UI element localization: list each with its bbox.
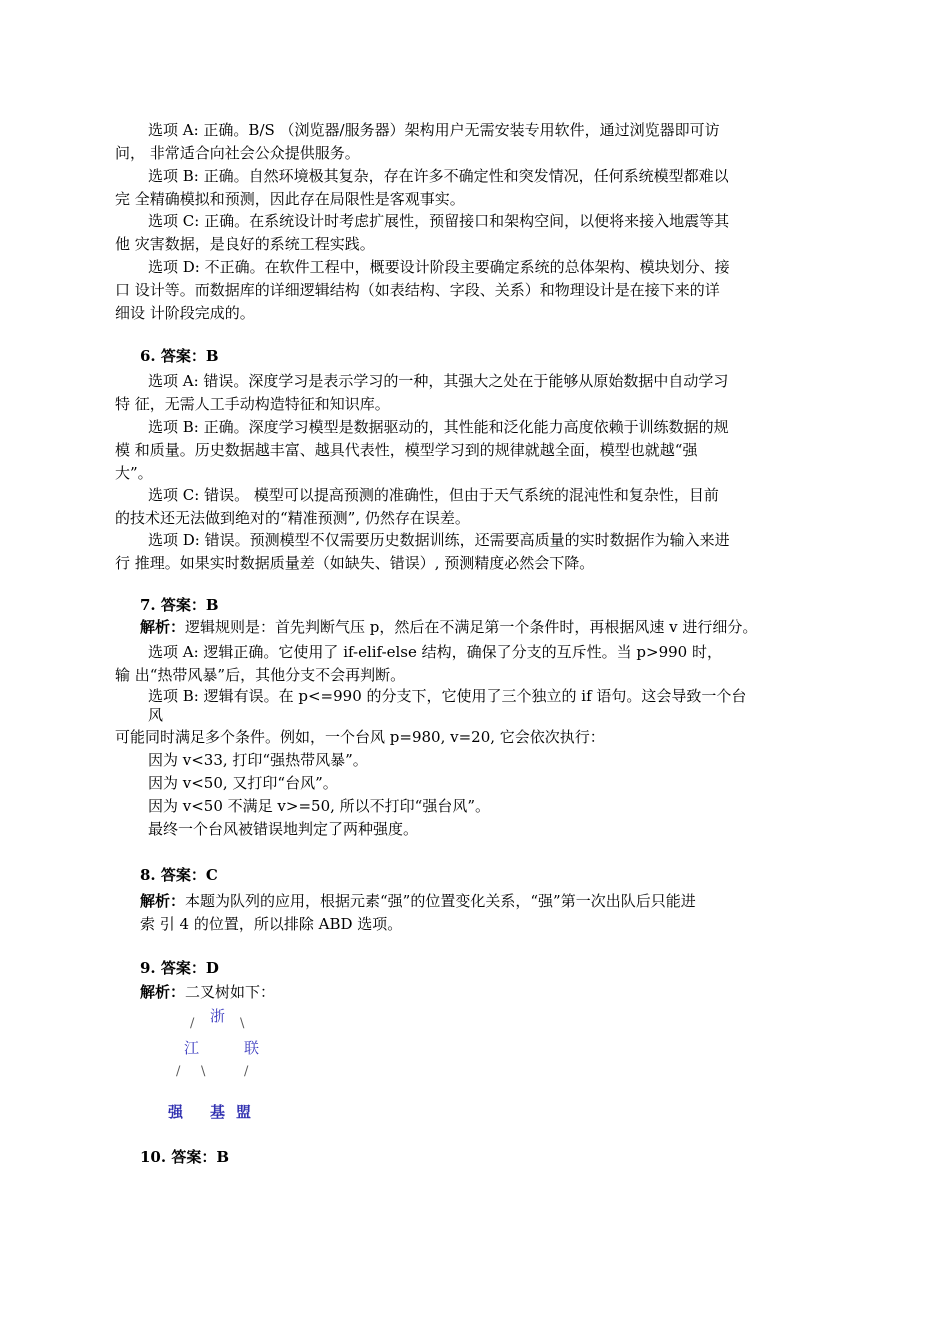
q9-analysis-label: 解析： xyxy=(140,983,186,1001)
q7-step-3: 因为 v<50 不满足 v>=50, 所以不打印“强台风”。 xyxy=(148,797,491,815)
q7-analysis-text: 逻辑规则是：首先判断气压 p，然后在不满足第一个条件时，再根据风速 v 进行细分。 xyxy=(185,618,758,636)
tree-node-root: 浙 xyxy=(210,1007,226,1025)
q6-answer-heading: 6. 答案：B xyxy=(140,347,219,365)
tree-edge-root-right: \ xyxy=(240,1016,245,1031)
tree-node-left-left: 强 xyxy=(168,1103,184,1121)
tree-edge-root-left: / xyxy=(190,1016,195,1031)
tree-node-right-left: 盟 xyxy=(236,1103,252,1121)
q5-option-c-line1: 选项 C: 正确。在系统设计时考虑扩展性，预留接口和架构空间，以便将来接入地震等其 xyxy=(148,212,730,230)
q9-analysis-text: 二叉树如下： xyxy=(185,983,276,1001)
tree-node-right: 联 xyxy=(244,1039,260,1057)
q6-option-c-line1: 选项 C: 错误。 模型可以提高预测的准确性，但由于天气系统的混沌性和复杂性，目前 xyxy=(148,486,719,504)
q5-option-b-line1: 选项 B: 正确。自然环境极其复杂，存在许多不确定性和突发情况，任何系统模型都难以 xyxy=(148,167,729,185)
q7-step-4: 最终一个台风被错误地判定了两种强度。 xyxy=(148,820,419,838)
q8-analysis-label: 解析： xyxy=(140,892,186,910)
q6-option-c-line2: 的技术还无法做到绝对的“精准预测”, 仍然存在误差。 xyxy=(115,509,470,527)
q7-option-b-line3: 可能同时满足多个条件。例如，一个台风 p=980, v=20, 它会依次执行： xyxy=(115,728,605,746)
q7-analysis-label: 解析： xyxy=(140,618,186,636)
q6-option-d-line1: 选项 D: 错误。预测模型不仅需要历史数据训练，还需要高质量的实时数据作为输入来进 xyxy=(148,531,730,549)
q5-option-a-line2: 问， 非常适合向社会公众提供服务。 xyxy=(115,144,360,162)
q7-step-1: 因为 v<33, 打印“强热带风暴”。 xyxy=(148,751,368,769)
q6-option-d-line2: 行 推理。如果实时数据质量差（如缺失、错误）, 预测精度必然会下降。 xyxy=(115,554,595,572)
tree-node-left-right: 基 xyxy=(210,1103,226,1121)
q6-option-b-line1: 选项 B: 正确。深度学习模型是数据驱动的，其性能和泛化能力高度依赖于训练数据的规 xyxy=(148,418,729,436)
q9-answer-heading: 9. 答案：D xyxy=(140,959,219,977)
q7-option-b-line1: 选项 B: 逻辑有误。在 p<=990 的分支下，它使用了三个独立的 if 语句。这会导致一个台 xyxy=(148,687,747,705)
q5-option-d-line3: 细设 计阶段完成的。 xyxy=(115,304,255,322)
tree-edge-right-left: / xyxy=(244,1064,249,1079)
q7-analysis xyxy=(140,616,757,638)
q8-analysis-line2: 索 引 4 的位置，所以排除 ABD 选项。 xyxy=(140,915,403,933)
q5-option-d-line1: 选项 D: 不正确。在软件工程中，概要设计阶段主要确定系统的总体架构、模块划分、接 xyxy=(148,258,730,276)
tree-node-left: 江 xyxy=(184,1039,200,1057)
q6-option-b-line3: 大”。 xyxy=(115,464,153,482)
q8-analysis-line1 xyxy=(140,890,696,912)
q5-option-a-line1: 选项 A: 正确。B/S （浏览器/服务器）架构用户无需安装专用软件，通过浏览器即可访 xyxy=(148,121,720,139)
q7-step-2: 因为 v<50, 又打印“台风”。 xyxy=(148,774,338,792)
q6-option-b-line2: 模 和质量。历史数据越丰富、越具代表性，模型学习到的规律就越全面，模型也就越“强 xyxy=(115,441,698,459)
q5-option-b-line2: 完 全精确模拟和预测，因此存在局限性是客观事实。 xyxy=(115,190,465,208)
q5-option-c-line2: 他 灾害数据，是良好的系统工程实践。 xyxy=(115,235,375,253)
q5-option-d-line2: 口 设计等。而数据库的详细逻辑结构（如表结构、字段、关系）和物理设计是在接下来的详 xyxy=(115,281,720,299)
q8-analysis-text: 本题为队列的应用，根据元素“强”的位置变化关系，“强”第一次出队后只能进 xyxy=(185,892,696,910)
q7-option-a-line2: 输 出“热带风暴”后，其他分支不会再判断。 xyxy=(115,666,406,684)
q10-answer-heading: 10. 答案：B xyxy=(140,1148,229,1166)
tree-edge-left-right: \ xyxy=(201,1064,206,1079)
tree-edge-left-left: / xyxy=(176,1064,181,1079)
q8-answer-heading: 8. 答案：C xyxy=(140,866,218,884)
q7-option-a-line1: 选项 A: 逻辑正确。它使用了 if-elif-else 结构，确保了分支的互斥性。当 p>990 时， xyxy=(148,643,722,661)
q6-option-a-line2: 特 征，无需人工手动构造特征和知识库。 xyxy=(115,395,390,413)
q7-option-b-line2: 风 xyxy=(148,706,164,724)
q9-analysis xyxy=(140,981,275,1003)
q6-option-a-line1: 选项 A: 错误。深度学习是表示学习的一种，其强大之处在于能够从原始数据中自动学习 xyxy=(148,372,729,390)
q7-answer-heading: 7. 答案：B xyxy=(140,596,219,614)
